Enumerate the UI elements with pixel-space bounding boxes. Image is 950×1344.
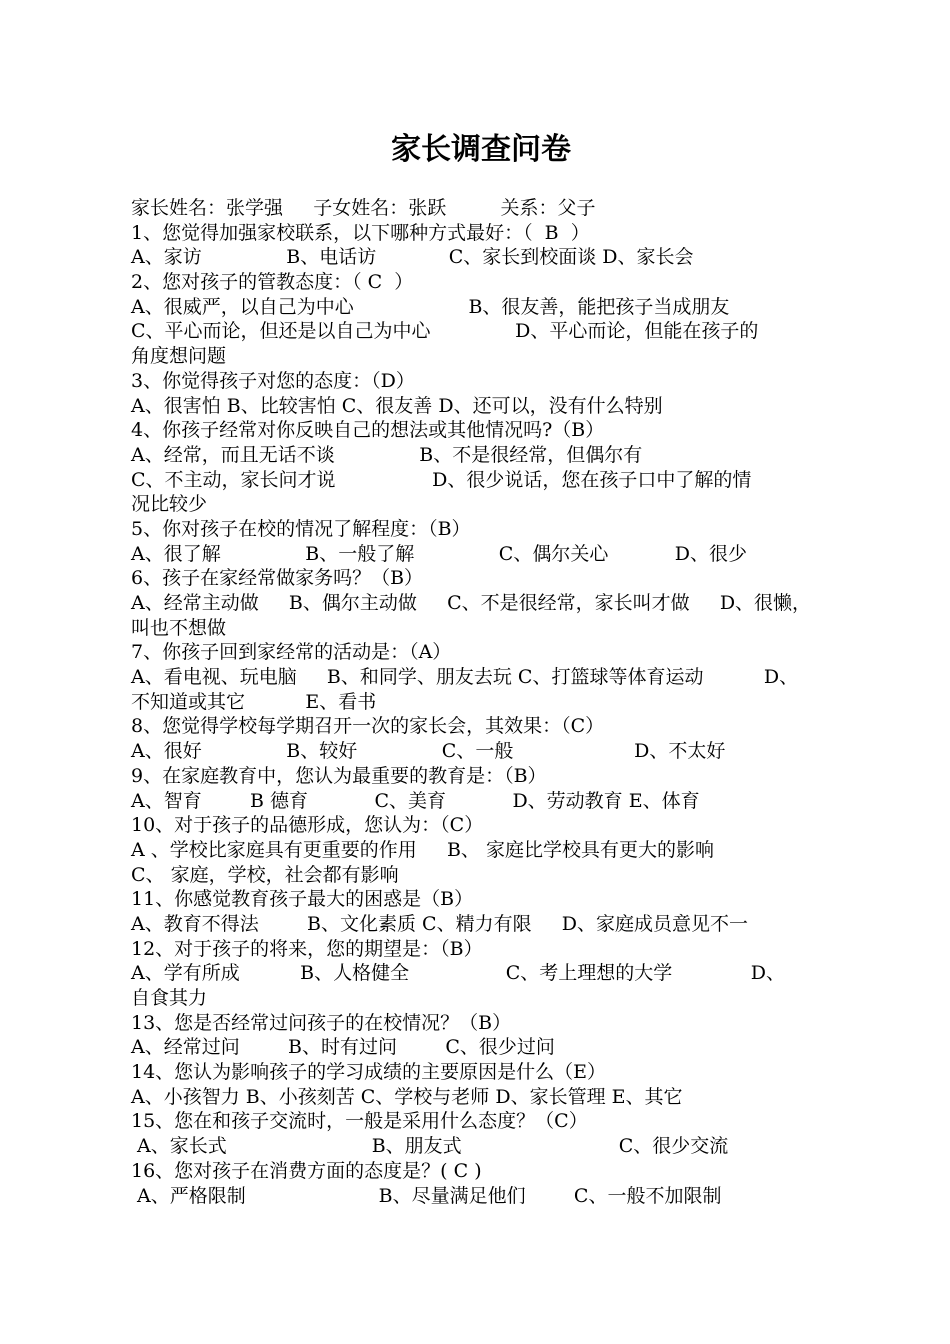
text-line: 3、你觉得孩子对您的态度：（D） [131, 369, 415, 392]
text-line: 况比较少 [131, 493, 208, 516]
questionnaire-body [131, 196, 837, 1208]
text-line: 12、对于孩子的将来，您的期望是：（B） [131, 937, 483, 960]
text-line: 16、您对孩子在消费方面的态度是？( C ) [131, 1159, 482, 1182]
text-line: 角度想问题 [131, 345, 227, 368]
text-line: 10、对于孩子的品德形成，您认为：（C） [131, 814, 484, 837]
text-line: A、家长式 B、朋友式 C、很少交流 [131, 1135, 729, 1158]
text-line: 15、您在和孩子交流时，一般是采用什么态度？（C） [131, 1110, 588, 1133]
text-line: A、很好 B、较好 C、一般 D、不太好 [131, 740, 726, 763]
text-line: 9、在家庭教育中，您认为最重要的教育是：（B） [131, 764, 547, 787]
text-line: 13、您是否经常过问孩子的在校情况？（B） [131, 1011, 512, 1034]
text-line: 2、您对孩子的管教态度：（ C ） [131, 271, 414, 294]
text-line: A、小孩智力 B、小孩刻苦 C、学校与老师 D、家长管理 E、其它 [131, 1085, 683, 1108]
text-line: A、很害怕 B、比较害怕 C、很友善 D、还可以，没有什么特别 [131, 394, 663, 417]
text-line: 11、你感觉教育孩子最大的困惑是（B） [131, 888, 474, 911]
text-line: 不知道或其它 E、看书 [131, 690, 377, 713]
text-line: 14、您认为影响孩子的学习成绩的主要原因是什么（E） [131, 1061, 607, 1084]
text-line: A 、学校比家庭具有更重要的作用 B、 家庭比学校具有更大的影响 [131, 838, 714, 861]
text-line: A、看电视、玩电脑 B、和同学、朋友去玩 C、打篮球等体育运动 D、 [131, 666, 799, 689]
text-line: A、教育不得法 B、文化素质 C、精力有限 D、家庭成员意见不一 [131, 912, 749, 935]
text-line: 5、你对孩子在校的情况了解程度：（B） [131, 517, 471, 540]
text-line: A、很了解 B、一般了解 C、偶尔关心 D、很少 [131, 542, 747, 565]
text-line: 6、孩子在家经常做家务吗？（B） [131, 567, 424, 590]
text-line: A、经常过问 B、时有过问 C、很少过问 [131, 1036, 555, 1059]
text-line: 8、您觉得学校每学期召开一次的家长会，其效果：（C） [131, 715, 605, 738]
text-line: A、很威严，以自己为中心 B、很友善，能把孩子当成朋友 [131, 295, 730, 318]
text-line: 自食其力 [131, 987, 208, 1009]
text-line: C、不主动，家长问才说 D、很少说话，您在孩子口中了解的情 [131, 468, 752, 491]
text-line: C、 家庭，学校，社会都有影响 [131, 863, 399, 886]
text-line: 叫也不想做 [131, 616, 227, 639]
text-line: 7、你孩子回到家经常的活动是：（A） [131, 641, 452, 664]
text-line: 4、你孩子经常对你反映自己的想法或其他情况吗?（B） [131, 419, 605, 442]
text-line: A、智育 B 德育 C、美育 D、劳动教育 E、体育 [131, 789, 700, 812]
text-line: A、家访 B、电话访 C、家长到校面谈 D、家长会 [131, 246, 694, 269]
text-line: 家长姓名：张学强 子女姓名：张跃 关系：父子 [131, 197, 596, 219]
text-line: A、经常主动做 B、偶尔主动做 C、不是很经常，家长叫才做 D、很懒， [131, 592, 812, 614]
text-line: A、学有所成 B、人格健全 C、考上理想的大学 D、 [131, 962, 785, 985]
text-line: 1、您觉得加强家校联系，以下哪种方式最好：（ B ） [131, 221, 590, 244]
text-line: A、严格限制 B、尽量满足他们 C、一般不加限制 [131, 1184, 722, 1207]
page-title: 家长调查问卷 [391, 132, 571, 167]
text-line: C、平心而论，但还是以自己为中心 D、平心而论，但能在孩子的 [131, 320, 759, 343]
text-line: A、经常，而且无话不谈 B、不是很经常，但偶尔有 [131, 443, 643, 466]
